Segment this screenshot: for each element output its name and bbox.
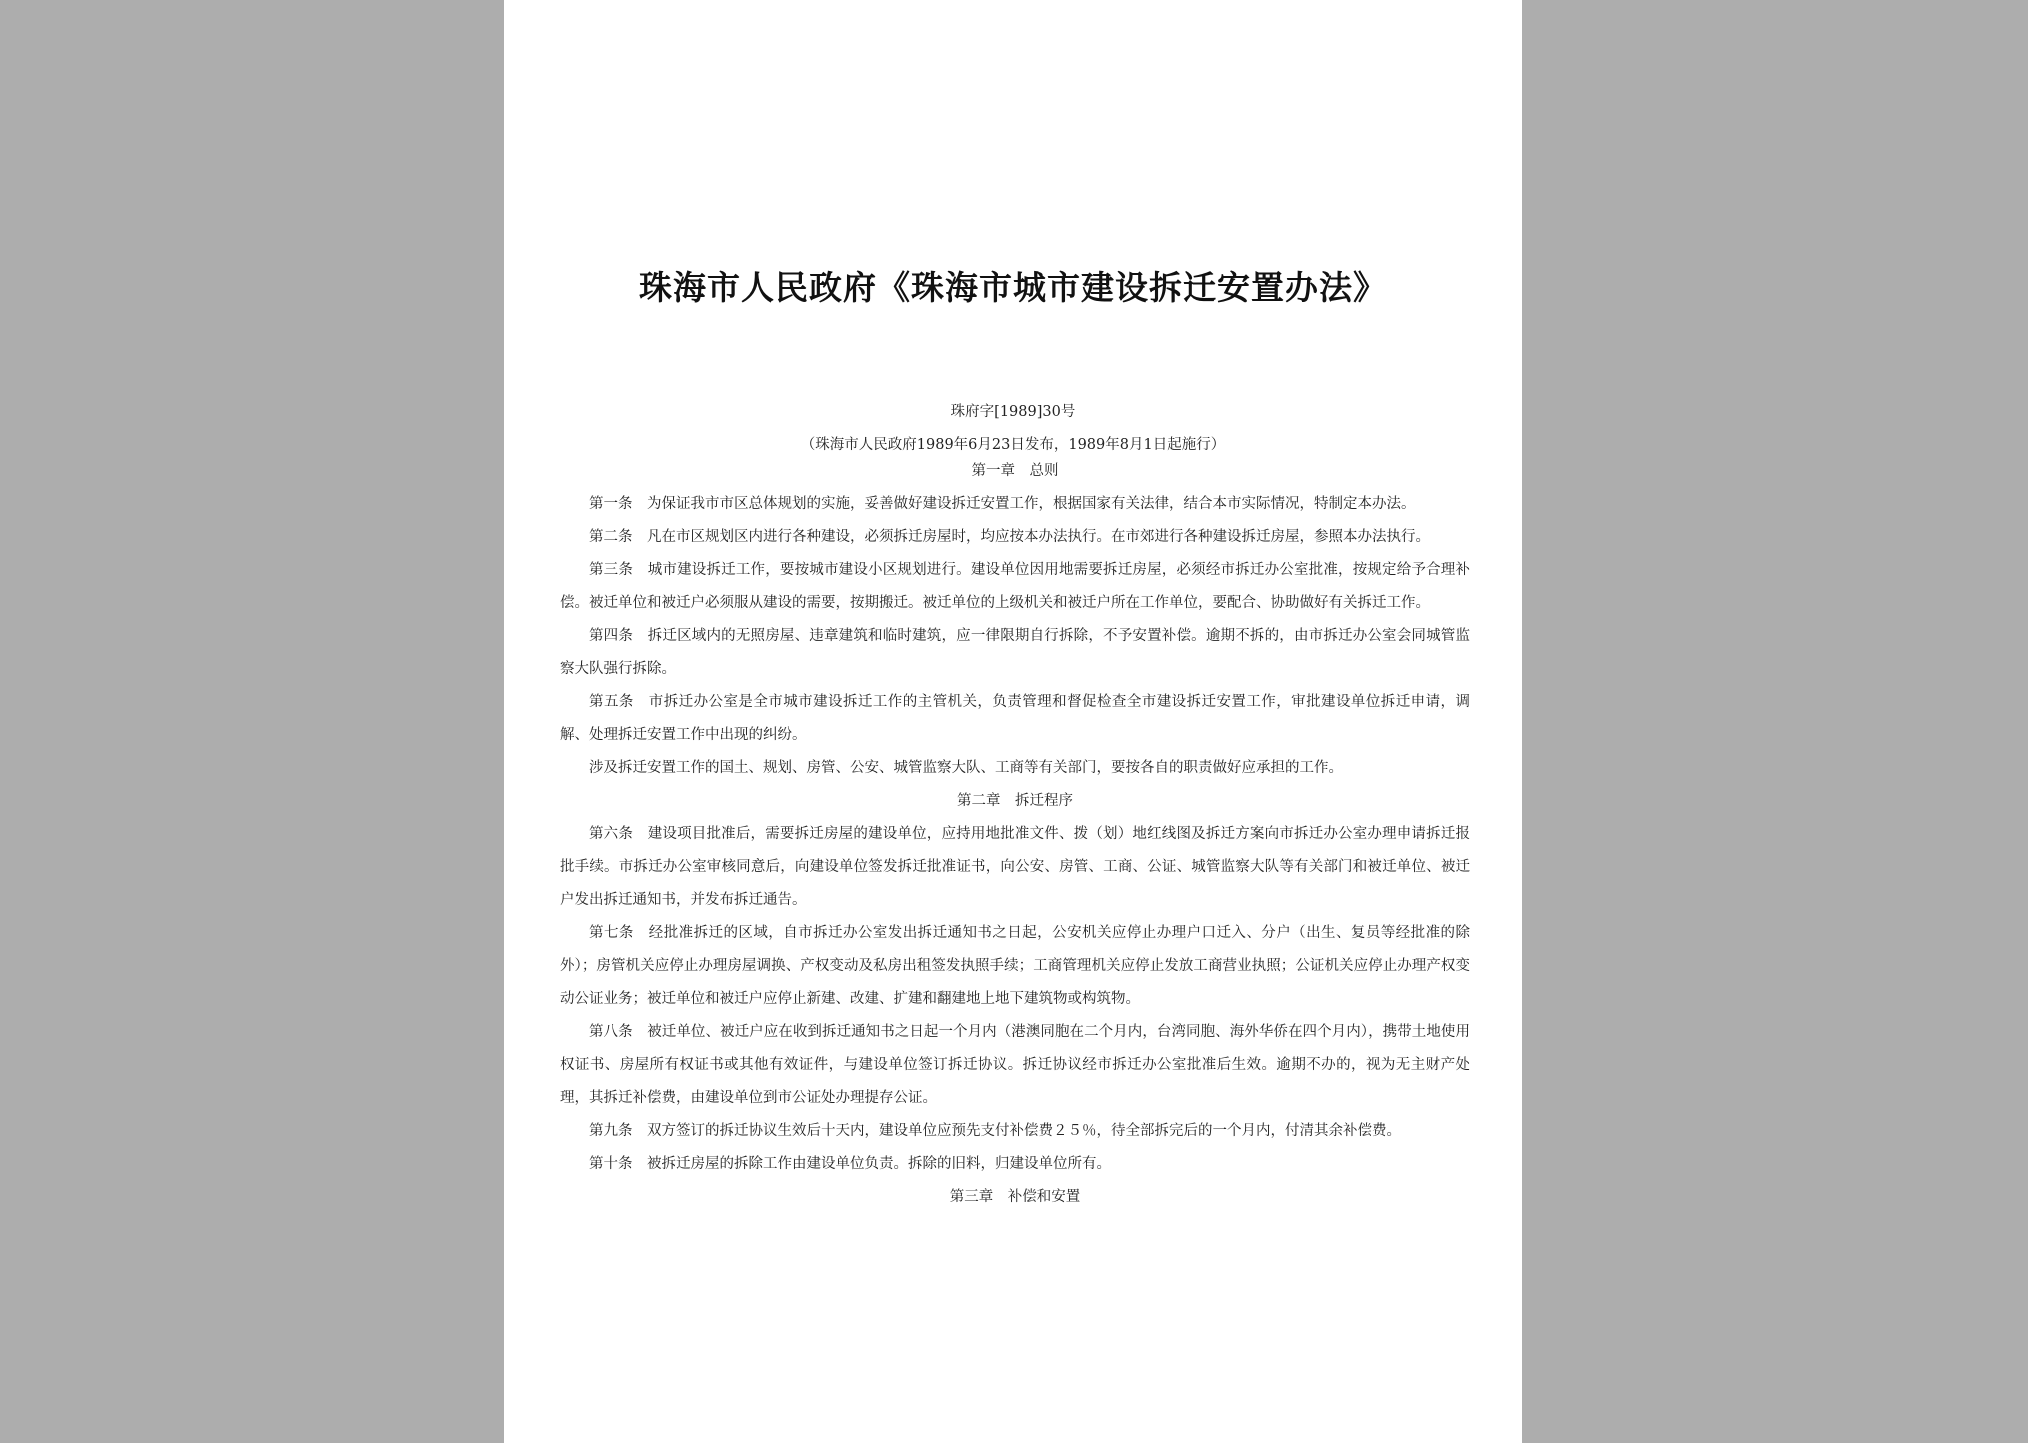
article-paragraph: 第七条 经批准拆迁的区域，自市拆迁办公室发出拆迁通知书之日起，公安机关应停止办理户口迁入、分户（出生、复员等经批准的除外）；房管机关应停止办理房屋调换、产权变动及私房出租签发执照手续；工商管理机关应停止发放工商营业执照；公证机关应停止办理产权变动公证业务；被迁单位和被迁户应停止新建、改建、扩建和翻建地上地下建筑物或构筑物。 bbox=[560, 925, 1470, 1007]
article-paragraph: 涉及拆迁安置工作的国土、规划、房管、公安、城管监察大队、工商等有关部门，要按各自的职责做好应承担的工作。 bbox=[589, 760, 1343, 776]
chapter-heading: 第一章 总则 bbox=[971, 463, 1059, 479]
issuance-note: （珠海市人民政府1989年6月23日发布，1989年8月1日起施行） bbox=[800, 437, 1226, 453]
document-title: 珠海市人民政府《珠海市城市建设拆迁安置办法》 bbox=[639, 268, 1387, 307]
article-paragraph: 第一条 为保证我市市区总体规划的实施，妥善做好建设拆迁安置工作，根据国家有关法律，结合本市实际情况，特制定本办法。 bbox=[589, 496, 1416, 512]
document-page[interactable] bbox=[504, 0, 1522, 1443]
article-paragraph: 第五条 市拆迁办公室是全市城市建设拆迁工作的主管机关，负责管理和督促检查全市建设拆迁安置工作，审批建设单位拆迁申请，调解、处理拆迁安置工作中出现的纠纷。 bbox=[560, 694, 1470, 743]
article-paragraph: 第九条 双方签订的拆迁协议生效后十天内，建设单位应预先支付补偿费２５％，待全部拆完后的一个月内，付清其余补偿费。 bbox=[589, 1123, 1401, 1139]
chapter-heading: 第三章 补偿和安置 bbox=[949, 1189, 1081, 1205]
article-paragraph: 第二条 凡在市区规划区内进行各种建设，必须拆迁房屋时，均应按本办法执行。在市郊进行各种建设拆迁房屋，参照本办法执行。 bbox=[589, 529, 1430, 545]
article-paragraph: 第八条 被迁单位、被迁户应在收到拆迁通知书之日起一个月内（港澳同胞在二个月内，台湾同胞、海外华侨在四个月内），携带土地使用权证书、房屋所有权证书或其他有效证件，与建设单位签订拆迁协议。拆迁协议经市拆迁办公室批准后生效。逾期不办的，视为无主财产处理，其拆迁补偿费，由建设单位到市公证处办理提存公证。 bbox=[560, 1024, 1470, 1106]
article-paragraph: 第十条 被拆迁房屋的拆除工作由建设单位负责。拆除的旧料，归建设单位所有。 bbox=[589, 1156, 1111, 1172]
article-paragraph: 第四条 拆迁区域内的无照房屋、违章建筑和临时建筑，应一律限期自行拆除，不予安置补偿。逾期不拆的，由市拆迁办公室会同城管监察大队强行拆除。 bbox=[560, 628, 1470, 677]
document-number: 珠府字[1989]30号 bbox=[950, 404, 1076, 420]
article-paragraph: 第六条 建设项目批准后，需要拆迁房屋的建设单位，应持用地批准文件、拨（划）地红线图及拆迁方案向市拆迁办公室办理申请拆迁报批手续。市拆迁办公室审核同意后，向建设单位签发拆迁批准证书，向公安、房管、工商、公证、城管监察大队等有关部门和被迁单位、被迁户发出拆迁通知书，并发布拆迁通告。 bbox=[560, 826, 1470, 908]
document-body bbox=[560, 455, 1470, 1214]
chapter-heading: 第二章 拆迁程序 bbox=[957, 793, 1073, 809]
article-paragraph: 第三条 城市建设拆迁工作，要按城市建设小区规划进行。建设单位因用地需要拆迁房屋，必须经市拆迁办公室批准，按规定给予合理补偿。被迁单位和被迁户必须服从建设的需要，按期搬迁。被迁单位的上级机关和被迁户所在工作单位，要配合、协助做好有关拆迁工作。 bbox=[560, 562, 1470, 611]
